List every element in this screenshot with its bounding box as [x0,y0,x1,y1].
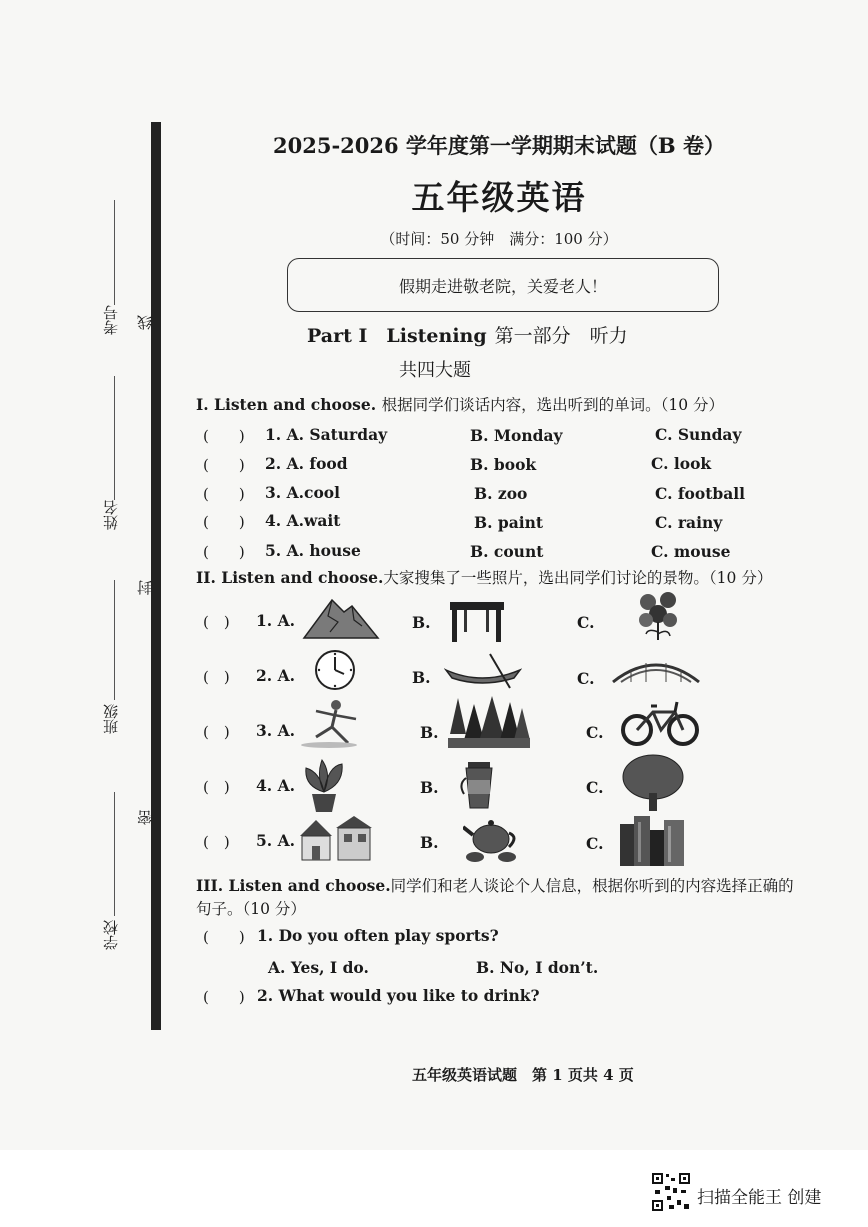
flower-icon[interactable] [634,588,682,642]
answer-paren[interactable]: ( ) [203,485,245,503]
answer-paren[interactable]: ( ) [203,427,245,445]
answer-paren[interactable]: ( ) [203,456,245,474]
secret-char: 密 [136,810,154,825]
answer-paren[interactable]: ( ) [203,513,245,531]
option-c: C. rainy [655,513,723,532]
option-b: B. No, I don’t. [476,958,599,977]
exam-no-label: 考号 [102,305,120,335]
motto-text: 假期走进敬老院，关爱老人！ [398,276,607,296]
answer-paren[interactable]: ( ) [203,543,245,561]
option-c: C. Sunday [655,425,742,444]
option-a: 5. A. house [265,541,361,560]
plant-pot-icon[interactable] [300,758,348,814]
option-a: 1. A. Saturday [265,425,388,444]
section3-title-cont [196,897,306,919]
option-a-label: 3. A. [256,721,295,740]
option-b-label: B. [420,778,439,797]
option-c-label: C. [577,669,595,688]
option-b: B. count [470,542,544,561]
answer-paren[interactable]: ( ) [203,928,245,946]
taichi-person-icon[interactable] [296,697,362,749]
qr-code-icon [651,1172,691,1212]
option-c-label: C. [586,778,604,797]
clock-icon[interactable] [313,648,357,692]
table-icon[interactable] [448,600,506,644]
section1-title-en: I. Listen and choose. [196,395,377,414]
part-subtitle: 共四大题 [399,360,471,381]
answer-paren[interactable]: ( ) [203,988,245,1006]
exam-title: 2025-2026 学年度第一学期期末试题（B 卷） [273,133,725,158]
option-c: C. mouse [651,542,731,561]
option-b-label: B. [412,668,431,687]
section2-title-cn: 大家搜集了一些照片，选出同学们讨论的景物。（10 分） [383,569,773,587]
cup-icon[interactable] [458,760,498,812]
option-b: B. paint [474,513,544,532]
bike-icon[interactable] [621,694,699,748]
teapot-icon[interactable] [463,815,521,863]
option-a: 2. A. food [265,454,348,473]
option-b: B. zoo [474,484,528,503]
option-a: 4. A.wait [265,511,341,530]
section3-title-en: III. Listen and choose. [196,876,391,895]
name-line [114,376,115,500]
option-c-label: C. [577,613,595,632]
name-label: 姓名 [102,500,120,530]
bridge-icon[interactable] [611,654,701,684]
seal-char: 封 [136,580,154,595]
question-text: 1. Do you often play sports? [257,926,499,945]
section3-title [196,874,794,896]
school-label: 学校 [102,920,120,950]
section3-title-cn2: 句子。（10 分） [196,900,306,918]
motto-box [287,258,719,312]
boat-icon[interactable] [444,652,522,690]
option-b: B. book [470,455,537,474]
option-b-label: B. [420,723,439,742]
option-a: A. Yes, I do. [268,958,369,977]
class-line [114,580,115,700]
school-line [114,792,115,916]
binding-bar [151,122,161,1030]
section3-title-cn: 同学们和老人谈论个人信息，根据你听到的内容选择正确的 [390,877,794,895]
answer-paren[interactable]: ( ) [203,833,230,851]
line-char: 线 [136,315,154,330]
section1-title-cn: 根据同学们谈话内容，选出听到的单词。（10 分） [381,396,724,414]
option-a: 3. A.cool [265,483,341,502]
section2-title-en: II. Listen and choose. [196,568,384,587]
section1-title [196,393,724,415]
question-text: 2. What would you like to drink? [257,986,540,1005]
answer-paren[interactable]: ( ) [203,723,230,741]
mountain-icon[interactable] [302,592,380,640]
option-a-label: 1. A. [256,611,295,630]
answer-paren[interactable]: ( ) [203,668,230,686]
option-b-label: B. [412,613,431,632]
answer-paren[interactable]: ( ) [203,613,230,631]
page-footer: 五年级英语试题 第 1 页共 4 页 [412,1066,634,1084]
option-b: B. Monday [470,426,563,445]
option-a-label: 5. A. [256,831,295,850]
city-buildings-icon[interactable] [620,814,684,866]
tree-icon[interactable] [620,753,686,813]
answer-paren[interactable]: ( ) [203,778,230,796]
scanner-watermark: 扫描全能王 创建 [697,1188,822,1208]
option-c-label: C. [586,723,604,742]
class-label: 班级 [102,704,120,734]
forest-icon[interactable] [448,694,530,748]
option-a-label: 4. A. [256,776,295,795]
section2-title [196,566,772,588]
option-c: C. look [651,454,712,473]
exam-info: （时间：50 分钟 满分：100 分） [380,230,618,248]
subject-title: 五年级英语 [411,178,587,217]
part-title [307,321,628,348]
option-c: C. football [655,484,746,503]
part-title-en: Part I Listening [307,325,487,347]
option-c-label: C. [586,834,604,853]
option-b-label: B. [420,833,439,852]
part-title-cn: 第一部分 听力 [494,325,628,347]
option-a-label: 2. A. [256,666,295,685]
houses-icon[interactable] [296,814,374,862]
